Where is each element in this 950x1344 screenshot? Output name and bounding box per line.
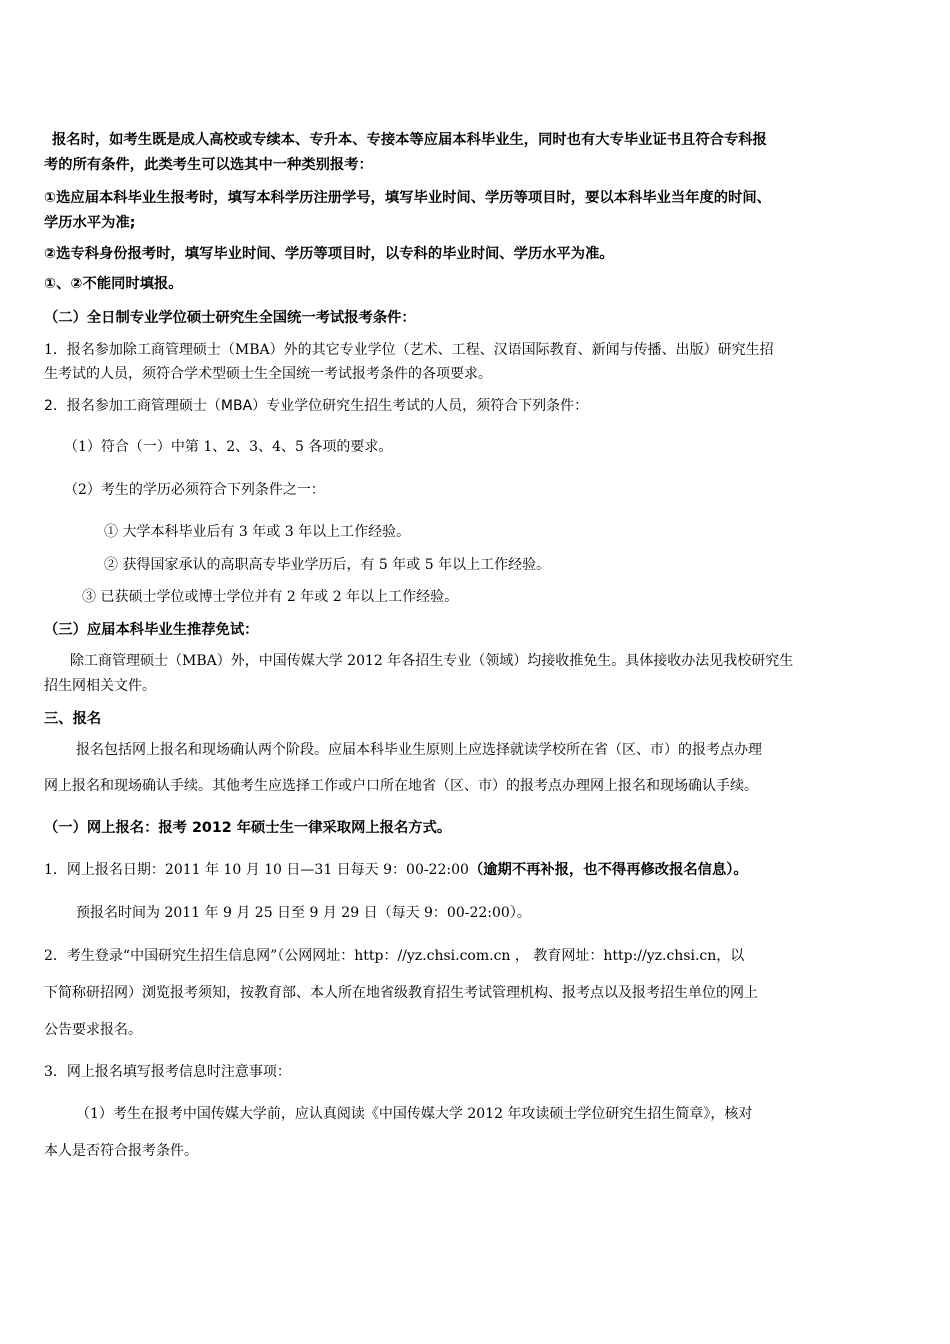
- paragraph-line: 报名包括网上报名和现场确认两个阶段。应届本科毕业生原则上应选择就读学校所在省（区、市）的报考点办理: [76, 742, 762, 758]
- paragraph-line: 公告要求报名。: [44, 1022, 142, 1038]
- paragraph-line: ①选应届本科毕业生报考时，填写本科学历注册学号，填写毕业时间、学历等项目时，要以本科毕业当年度的时间、: [44, 190, 771, 206]
- list-item: ① 大学本科毕业后有 3 年或 3 年以上工作经验。: [104, 524, 411, 540]
- paragraph-line: 下简称研招网）浏览报考须知，按教育部、本人所在地省级教育招生考试管理机构、报考点以及报考招生单位的网上: [44, 985, 758, 1001]
- subsection-heading: （一）网上报名：报考 2012 年硕士生一律采取网上报名方式。: [44, 820, 452, 836]
- paragraph-line: [44, 860, 910, 880]
- paragraph-line: 学历水平为准;: [44, 215, 136, 231]
- paragraph-line: （1）考生在报考中国传媒大学前，应认真阅读《中国传媒大学 2012 年攻读硕士学位研究生招生简章》，核对: [76, 1106, 753, 1122]
- paragraph-line: 报名时，如考生既是成人高校或专续本、专升本、专接本等应届本科毕业生，同时也有大专毕业证书且符合专科报: [52, 132, 767, 148]
- section-heading: 三、报名: [44, 711, 102, 727]
- paragraph-line: 预报名时间为 2011 年 9 月 25 日至 9 月 29 日（每天 9：00-22:00）。: [76, 905, 531, 921]
- list-item: （1）符合（一）中第 1、2、3、4、5 各项的要求。: [64, 439, 393, 455]
- online-date-text: 1．网上报名日期：2011 年 10 月 10 日—31 日每天 9：00-22:00: [44, 862, 469, 878]
- paragraph-line: 2．考生登录“中国研究生招生信息网”（公网网址：http：//yz.chsi.com.cn ， 教育网址：http://yz.chsi.cn，以: [44, 948, 745, 964]
- list-item: ② 获得国家承认的高职高专毕业学历后，有 5 年或 5 年以上工作经验。: [104, 557, 551, 573]
- online-date-note: （逾期不再补报，也不得再修改报名信息）。: [468, 862, 748, 878]
- subsection-heading: （三）应届本科毕业生推荐免试：: [44, 622, 259, 638]
- paragraph-line: 考的所有条件，此类考生可以选其中一种类别报考：: [44, 157, 373, 173]
- paragraph-line: 网上报名和现场确认手续。其他考生应选择工作或户口所在地省（区、市）的报考点办理网上报名和现场确认手续。: [44, 778, 758, 794]
- paragraph-line: 本人是否符合报考条件。: [44, 1143, 198, 1159]
- paragraph-line: ②选专科身份报考时，填写毕业时间、学历等项目时，以专科的毕业时间、学历水平为准。: [44, 246, 614, 262]
- paragraph-line: 生考试的人员，须符合学术型硕士生全国统一考试报考条件的各项要求。: [44, 366, 492, 382]
- paragraph-line: 3．网上报名填写报考信息时注意事项：: [44, 1064, 291, 1080]
- list-item: ③ 已获硕士学位或博士学位并有 2 年或 2 年以上工作经验。: [82, 589, 459, 605]
- paragraph-line: 招生网相关文件。: [44, 678, 156, 694]
- paragraph-line: ①、②不能同时填报。: [44, 276, 183, 292]
- list-item: （2）考生的学历必须符合下列条件之一：: [64, 482, 325, 498]
- subsection-heading: （二）全日制专业学位硕士研究生全国统一考试报考条件：: [44, 310, 416, 326]
- paragraph-line: 除工商管理硕士（MBA）外，中国传媒大学 2012 年各招生专业（领域）均接收推免生。具体接收办法见我校研究生: [70, 653, 794, 669]
- paragraph-line: 1．报名参加除工商管理硕士（MBA）外的其它专业学位（艺术、工程、汉语国际教育、新闻与传播、出版）研究生招: [44, 342, 774, 358]
- paragraph-line: 2．报名参加工商管理硕士（MBA）专业学位研究生招生考试的人员，须符合下列条件：: [44, 398, 589, 414]
